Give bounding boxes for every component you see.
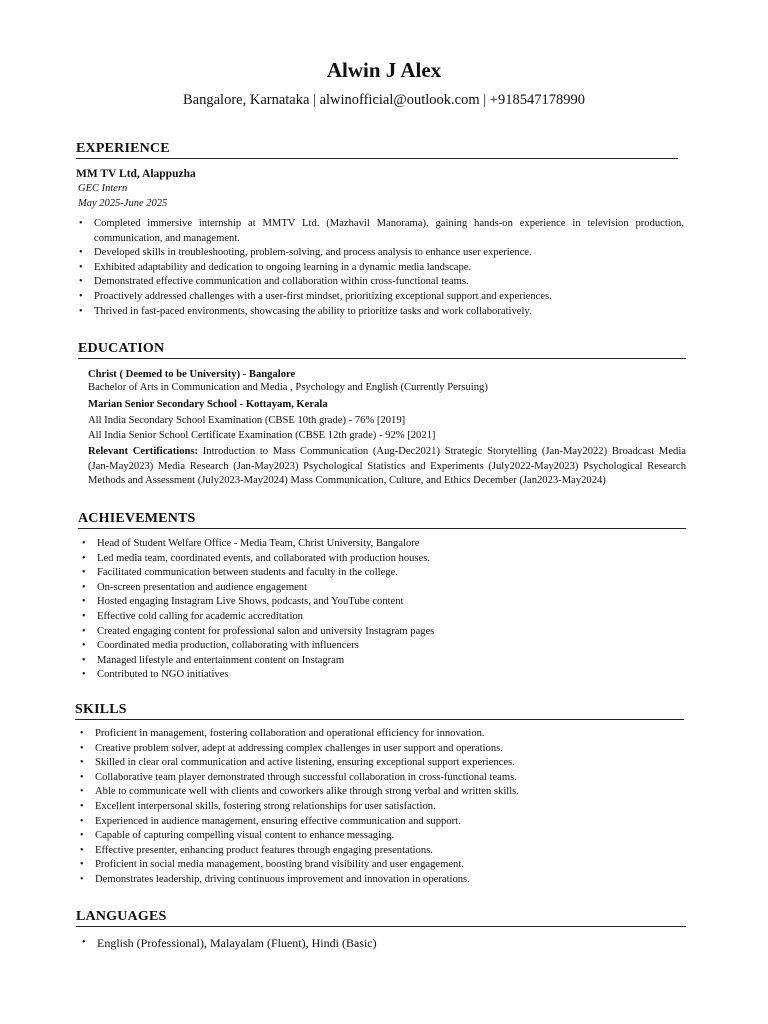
certifications (88, 445, 686, 489)
list-item: • Developed skills in troubleshooting, problem-solving, and process analysis to enhance user experience. (76, 246, 684, 261)
contact-line: Bangalore, Karnataka | alwinofficial@outlook.com | +918547178990 (183, 92, 585, 108)
list-item: • Contributed to NGO initiatives (79, 668, 685, 683)
experience-list (76, 217, 684, 319)
list-item: • Proactively addressed challenges with a user-first mindset, prioritizing exceptional support and experiences. (76, 290, 684, 305)
list-item: • Effective cold calling for academic accreditation (79, 610, 685, 625)
list-item: • Exhibited adaptability and dedication to ongoing learning in a dynamic media landscape. (76, 261, 684, 276)
section-divider (76, 158, 678, 159)
certifications-label: Relevant Certifications: (88, 446, 199, 457)
achievements-list (79, 537, 685, 683)
school-name: Marian Senior Secondary School - Kottayam, Kerala (88, 399, 328, 410)
section-divider (76, 926, 686, 927)
list-item: • Hosted engaging Instagram Live Shows, podcasts, and YouTube content (79, 595, 685, 610)
section-title: LANGUAGES (76, 909, 167, 924)
list-item: • Created engaging content for professional salon and university Instagram pages (79, 625, 685, 640)
list-item: • Skilled in clear oral communication and active listening, ensuring exceptional support experiences. (77, 756, 685, 771)
list-item: • Collaborative team player demonstrated through successful collaboration in cross-functional teams. (77, 771, 685, 786)
languages-list (79, 935, 685, 951)
list-item: • Demonstrated effective communication and collaboration within cross-functional teams. (76, 275, 684, 290)
skills-list (77, 727, 685, 888)
list-item: • Managed lifestyle and entertainment content on Instagram (79, 654, 685, 669)
degree: Bachelor of Arts in Communication and Media , Psychology and English (Currently Persuing) (88, 382, 488, 393)
section-title: ACHIEVEMENTS (78, 511, 196, 526)
exam-result: All India Senior School Certificate Examination (CBSE 12th grade) - 92% [2021] (88, 430, 436, 441)
section-title: SKILLS (75, 702, 127, 717)
certifications-text: Introduction to Mass Communication (Aug-Dec2021) Strategic Storytelling (Jan-May2022) Broadcast Media (Jan-May2023) Media Research (Jan-May2023) Psychological Statistics and Experiments (July2022-May2023) Psychological Research Methods and Assessment (July2023-May2024) Mass Communication, Culture, and Ethics December (Jan2023-May2024) (88, 446, 686, 487)
list-item: • Able to communicate well with clients and coworkers alike through strong verbal and written skills. (77, 785, 685, 800)
candidate-name: Alwin J Alex (326, 58, 442, 82)
list-item: • Proficient in management, fostering collaboration and operational efficiency for innovation. (77, 727, 685, 742)
section-divider (75, 719, 684, 720)
experience-section (76, 141, 678, 159)
list-item: • Completed immersive internship at MMTV Ltd. (Mazhavil Manorama), gaining hands-on experience in television production, communication, and management. (76, 217, 684, 246)
list-item: • Demonstrates leadership, driving continuous improvement and innovation in operations. (77, 873, 685, 888)
list-item: • Facilitated communication between students and faculty in the college. (79, 566, 685, 581)
languages-section (76, 909, 686, 927)
list-item: • Capable of capturing compelling visual content to enhance messaging. (77, 829, 685, 844)
list-item: • Excellent interpersonal skills, fostering strong relationships for user satisfaction. (77, 800, 685, 815)
achievements-section (78, 511, 686, 529)
list-item: • Experienced in audience management, ensuring effective communication and support. (77, 815, 685, 830)
education-section (78, 341, 686, 359)
school-name: Christ ( Deemed to be University) - Bangalore (88, 369, 296, 380)
list-item: • Effective presenter, enhancing product features through engaging presentations. (77, 844, 685, 859)
exam-result: All India Secondary School Examination (CBSE 10th grade) - 76% [2019] (88, 415, 406, 426)
job-dates: May 2025-June 2025 (78, 198, 168, 209)
section-title: EXPERIENCE (76, 141, 170, 156)
section-title: EDUCATION (78, 341, 165, 356)
company-name: MM TV Ltd, Alappuzha (76, 168, 196, 180)
list-item: • Coordinated media production, collaborating with influencers (79, 639, 685, 654)
list-item: • Creative problem solver, adept at addressing complex challenges in user support and operations. (77, 742, 685, 757)
section-divider (78, 528, 686, 529)
list-item: • On-screen presentation and audience engagement (79, 581, 685, 596)
list-item: • English (Professional), Malayalam (Fluent), Hindi (Basic) (79, 935, 685, 951)
list-item: • Led media team, coordinated events, and collaborated with production houses. (79, 552, 685, 567)
job-role: GEC Intern (78, 183, 128, 194)
list-item: • Thrived in fast-paced environments, showcasing the ability to prioritize tasks and work collaboratively. (76, 305, 684, 320)
list-item: • Proficient in social media management, boosting brand visibility and user engagement. (77, 858, 685, 873)
skills-section (75, 702, 684, 720)
list-item: • Head of Student Welfare Office - Media Team, Christ University, Bangalore (79, 537, 685, 552)
section-divider (78, 358, 686, 359)
